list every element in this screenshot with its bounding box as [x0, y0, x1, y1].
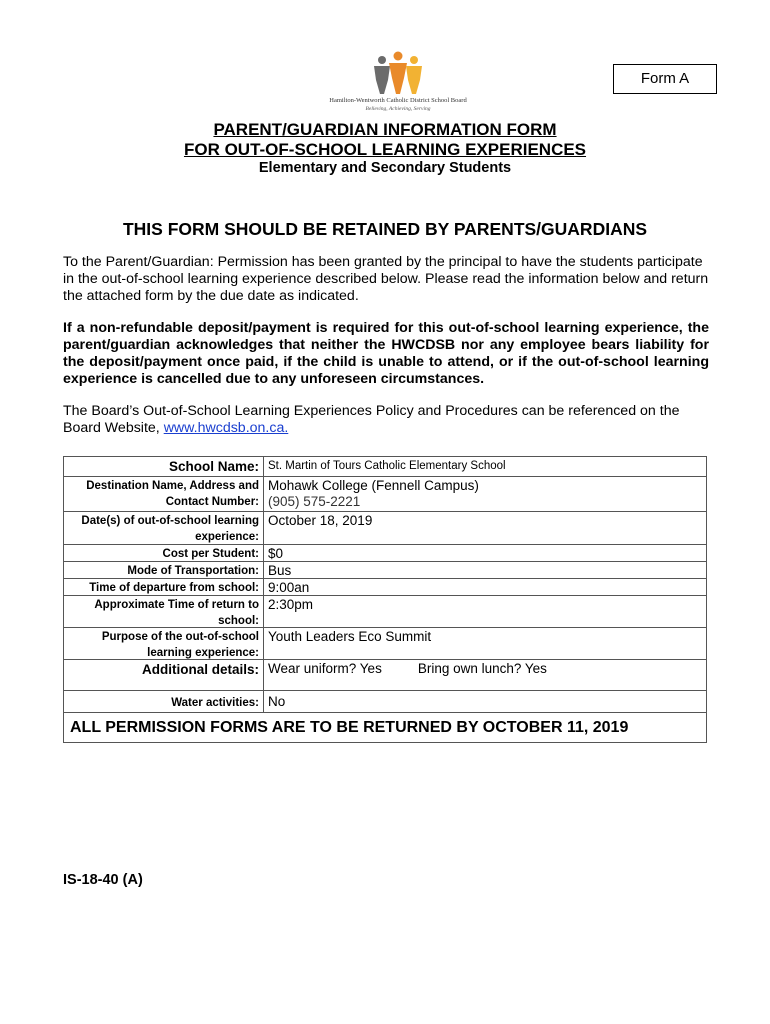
lunch-value: Bring own lunch? Yes [417, 661, 547, 676]
destination-name: Mohawk College (Fennell Campus) [268, 478, 479, 493]
form-title-line2: FOR OUT-OF-SCHOOL LEARNING EXPERIENCES [183, 140, 587, 159]
board-website-link[interactable]: www.hwcdsb.on.ca. [163, 420, 289, 436]
table-row-purpose [64, 628, 706, 660]
destination-value [268, 477, 479, 510]
additional-label: Additional details: [64, 660, 264, 690]
policy-text: The Board’s Out-of-School Learning Experiences Policy and Procedures can be referenced on the Board Website, [63, 403, 680, 436]
form-subtitle: Elementary and Secondary Students [258, 160, 512, 176]
return-time-label-line2: school: [218, 615, 259, 627]
school-name-label: School Name: [64, 457, 264, 476]
purpose-label [64, 628, 264, 659]
table-row-transportation [64, 562, 706, 579]
intro-paragraph: To the Parent/Guardian: Permission has been granted by the principal to have the students participate in the out-of-school learning experience described below. Please read the information below and return the attached form by the due date as indicated. [63, 254, 709, 304]
dates-label-line1: Date(s) of out-of-school learning [81, 515, 259, 527]
destination-label-line1: Destination Name, Address and [86, 480, 259, 492]
table-row-school-name [64, 457, 706, 477]
info-table [63, 456, 707, 743]
table-row-dates [64, 512, 706, 545]
table-row-water [64, 691, 706, 713]
deposit-notice-paragraph: If a non-refundable deposit/payment is required for this out-of-school learning experience, the parent/guardian acknowledges that neither the HWCDSB nor any employee bears liability for the deposit/payment once paid, if the child is unable to attend, or if the out-of-school learning experience is cancelled due to any unforeseen circumstances. [63, 320, 709, 387]
uniform-value: Wear uniform? Yes [268, 661, 382, 676]
form-label-box: Form A [613, 64, 717, 94]
policy-paragraph [63, 403, 709, 437]
additional-value [268, 660, 547, 677]
return-time-label [64, 596, 264, 627]
cost-label: Cost per Student: [64, 545, 264, 561]
board-tagline: Believing, Achieving, Serving [365, 106, 431, 112]
table-row-departure [64, 579, 706, 596]
board-logo-icon [370, 50, 426, 94]
dates-value: October 18, 2019 [268, 513, 373, 528]
purpose-label-line1: Purpose of the out-of-school [101, 631, 259, 643]
destination-label-line2: Contact Number: [165, 496, 259, 508]
form-title-line1: PARENT/GUARDIAN INFORMATION FORM [213, 120, 557, 139]
table-row-additional [64, 660, 706, 691]
return-note-row [64, 713, 706, 742]
departure-value: 9:00an [268, 580, 310, 595]
transport-label: Mode of Transportation: [64, 562, 264, 578]
transport-value: Bus [268, 563, 292, 578]
return-deadline-note: ALL PERMISSION FORMS ARE TO BE RETURNED BY OCTOBER 11, 2019 [70, 719, 629, 736]
dates-label [64, 512, 264, 544]
table-row-destination [64, 477, 706, 512]
water-label: Water activities: [64, 691, 264, 712]
board-logo [318, 50, 478, 120]
board-name: Hamilton-Wentworth Catholic District School Board [329, 97, 467, 104]
departure-label: Time of departure from school: [64, 579, 264, 595]
retain-heading: THIS FORM SHOULD BE RETAINED BY PARENTS/GUARDIANS [122, 219, 648, 239]
dates-label-line2: experience: [195, 531, 259, 543]
cost-value: $0 [268, 546, 284, 561]
school-name-value: St. Martin of Tours Catholic Elementary School [268, 460, 506, 472]
purpose-value: Youth Leaders Eco Summit [268, 629, 432, 644]
destination-phone: (905) 575-2221 [268, 494, 361, 509]
table-row-return-time [64, 596, 706, 628]
water-value: No [268, 694, 286, 709]
return-time-label-line1: Approximate Time of return to [94, 599, 259, 611]
table-row-cost [64, 545, 706, 562]
purpose-label-line2: learning experience: [147, 647, 259, 659]
form-code: IS-18-40 (A) [63, 872, 143, 888]
destination-label [64, 477, 264, 511]
return-time-value: 2:30pm [268, 597, 314, 612]
